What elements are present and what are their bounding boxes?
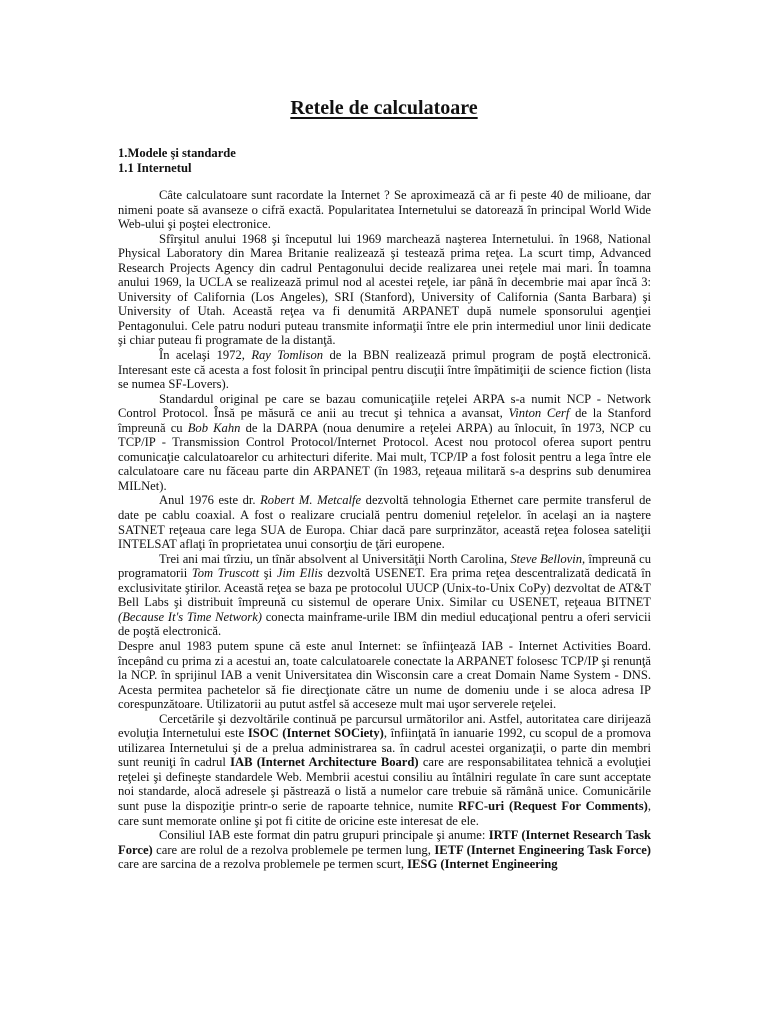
- text-run: de la BBN realizează primul program de poştă electronică. Interesant este că acesta a fost folosit în principal pentru discuţii între împătimiţii de science fiction (lista se numea SF-Lovers).: [118, 348, 652, 392]
- page-title: Retele de calculatoare: [290, 97, 478, 120]
- text-run: Standardul original pe care se bazau comunicaţiile reţelei ARPA s-a numit NCP - Network Control Protocol. Însă pe măsură ce anii au trecut şi tehnica a avansat,: [118, 391, 651, 421]
- text-run: Despre anul 1983 putem spune că este anul Internet: se înfiinţează IAB - Internet Activities Board. începând cu prima zi a acestui an, toate calculatoarele conectate la ARPANET folosesc TCP/IP şi renunţă la NCP. în sprijinul IAB a venit Universitatea din Wisconsin care a creat Domain Name System - DNS. Acesta permitea pachetelor să fie direcţionate către un nume de domeniu unde i se aloca adresa IP corespunzătoare. Utilizatorii au putut astfel să acceseze mult mai uşor serverele reţelei.: [118, 638, 651, 712]
- bold-text: RFC-uri (Request For Comments): [458, 798, 648, 813]
- bold-text: IAB (Internet Architecture Board): [230, 755, 419, 770]
- document-body: [118, 188, 651, 872]
- paragraph: [118, 493, 651, 551]
- section-heading: 1.Modele şi standarde: [118, 146, 236, 160]
- bold-text: ISOC (Internet SOCiety): [247, 726, 384, 741]
- paragraph: [118, 188, 651, 232]
- text-run: Trei ani mai tîrziu, un tînăr absolvent al Universităţii North Carolina,: [159, 551, 511, 566]
- text-run: Câte calculatoare sunt racordate la Internet ? Se aproximează că ar fi peste 40 de milioane, dar nimeni poate să avanseze o cifră exactă. Popularitatea Internetului se datorează în principal World Wide Web-ului şi poştei electronice.: [118, 188, 651, 232]
- text-run: Anul 1976 este dr.: [159, 493, 261, 508]
- italic-text: Robert M. Metcalfe: [260, 493, 362, 508]
- section-headings: [118, 146, 236, 175]
- text-run: , înfiinţată în ianuarie 1992, cu scopul de a promova utilizarea Internetului şi de a prelua administrarea sa. în cadrul acestei organizaţii, o parte din membri sunt reuniţi în cadrul: [118, 726, 651, 770]
- paragraph: [118, 828, 651, 872]
- paragraph: [118, 348, 651, 392]
- text-run: împreună cu programatorii: [118, 551, 651, 581]
- subsection-heading: 1.1 Internetul: [118, 160, 192, 175]
- paragraph: [118, 392, 651, 494]
- paragraph: [118, 232, 651, 348]
- bold-text: IETF (Internet Engineering Task Force): [434, 842, 651, 857]
- text-run: care are responsabilitatea tehnică a evoluţiei reţelei şi defineşte standardele Web. Membrii acestui consiliu au întâlniri regulate în care sunt acceptate noi standarde, alocă adresele şi păstrează o listă a numelor care trebuie să rămână unice. Comunicările sunt puse la dispoziţie printr-o serie de rapoarte tehnice, numite: [118, 755, 651, 813]
- bold-text: IESG (Internet Engineering: [407, 857, 558, 872]
- italic-text: Ray Tomlison: [251, 348, 324, 363]
- text-run: care are rolul de a rezolva problemele pe termen lung,: [152, 842, 435, 857]
- bold-text: IRTF (Internet Research Task Force): [118, 828, 651, 857]
- italic-text: Tom Truscott: [191, 566, 260, 581]
- text-run: Cercetările şi dezvoltările continuă pe parcursul următorilor ani. Astfel, autoritatea care dirijează evoluţia Internetului este: [118, 711, 651, 741]
- italic-text: Vinton Cerf: [508, 406, 570, 421]
- text-run: care are sarcina de a rezolva problemele pe termen scurt,: [118, 857, 408, 872]
- text-run: de la DARPA (noua denumire a reţelei ARPA) au înlocuit, în 1973, NCP cu TCP/IP - Transmission Control Protocol/Internet Protocol. Acest nou protocol oferea suport pentru comunicaţie calculatoarelor cu arhitecturi diferite. Mai mult, TCP/IP a fost folosit pentru a lega între ele calculatoare care nu făceau parte din ARPANET (în 1983, reţeaua militară s-a desprins sub denumirea MILNet).: [118, 420, 651, 493]
- text-run: conecta mainframe-urile IBM din mediul educaţional pentru a oferi servicii de poştă electronică.: [118, 609, 652, 639]
- italic-text: Steve Bellovin,: [510, 551, 586, 566]
- text-run: dezvoltă tehnologia Ethernet care permite transferul de date pe cablu coaxial. A fost o realizare crucială pentru domeniul reţelelor. în acelaşi an ia naştere SATNET reţeaua care lega SUA de Europa. Chiar dacă pare surprinzător, această reţea folosea sateliţii INTELSAT aflaţi în proprietatea unui consorţiu de ţări europene.: [118, 493, 651, 552]
- italic-text: (Because It's Time Network): [118, 609, 262, 624]
- text-run: Sfîrşitul anului 1968 şi începutul lui 1969 marchează naşterea Internetului. în 1968, National Physical Laboratory din Marea Britanie realizează şi testează prima reţea. La scurt timp, Advanced Research Projects Agency din cadrul Pentagonului decide realizarea unei reţele mai mari. În toamna anului 1969, la UCLA se realizează primul nod al acestei reţele, iar până în decembrie mai apar încă 3: University of California (Los Angeles), SRI (Stanford), University of California (Santa Barbara) şi University of Utah. Această reţea va fi denumită ARPANET după numele sponsorului agenţiei Pentagonului. Cele patru noduri puteau transmite informaţii între ele prin intermediul unor linii dedicate şi chiar puteau fi programate de la distanţă.: [118, 231, 651, 348]
- text-run: dezvoltă USENET. Era prima reţea descentralizată dedicată în exclusivitate ştirilor. Această reţea se baza pe protocolul UUCP (Unix-to-Unix CoPy) dezvoltat de AT&T Bell Labs şi distribuit împreună cu sistemul de operare Unix. Similar cu USENET, reţeaua BITNET: [118, 566, 652, 610]
- text-run: Consiliul IAB este format din patru grupuri principale şi anume:: [159, 828, 489, 843]
- text-run: şi: [259, 566, 277, 581]
- text-run: , care sunt memorate online şi pot fi citite de oricine este interesat de ele.: [118, 798, 651, 828]
- paragraph: [118, 712, 651, 828]
- paragraph: [118, 639, 651, 712]
- italic-text: Bob Kahn: [187, 420, 241, 435]
- text-run: În acelaşi 1972,: [159, 348, 252, 363]
- italic-text: Jim Ellis: [276, 566, 323, 581]
- text-run: de la Stanford împreună cu: [118, 406, 652, 435]
- paragraph: [118, 552, 651, 639]
